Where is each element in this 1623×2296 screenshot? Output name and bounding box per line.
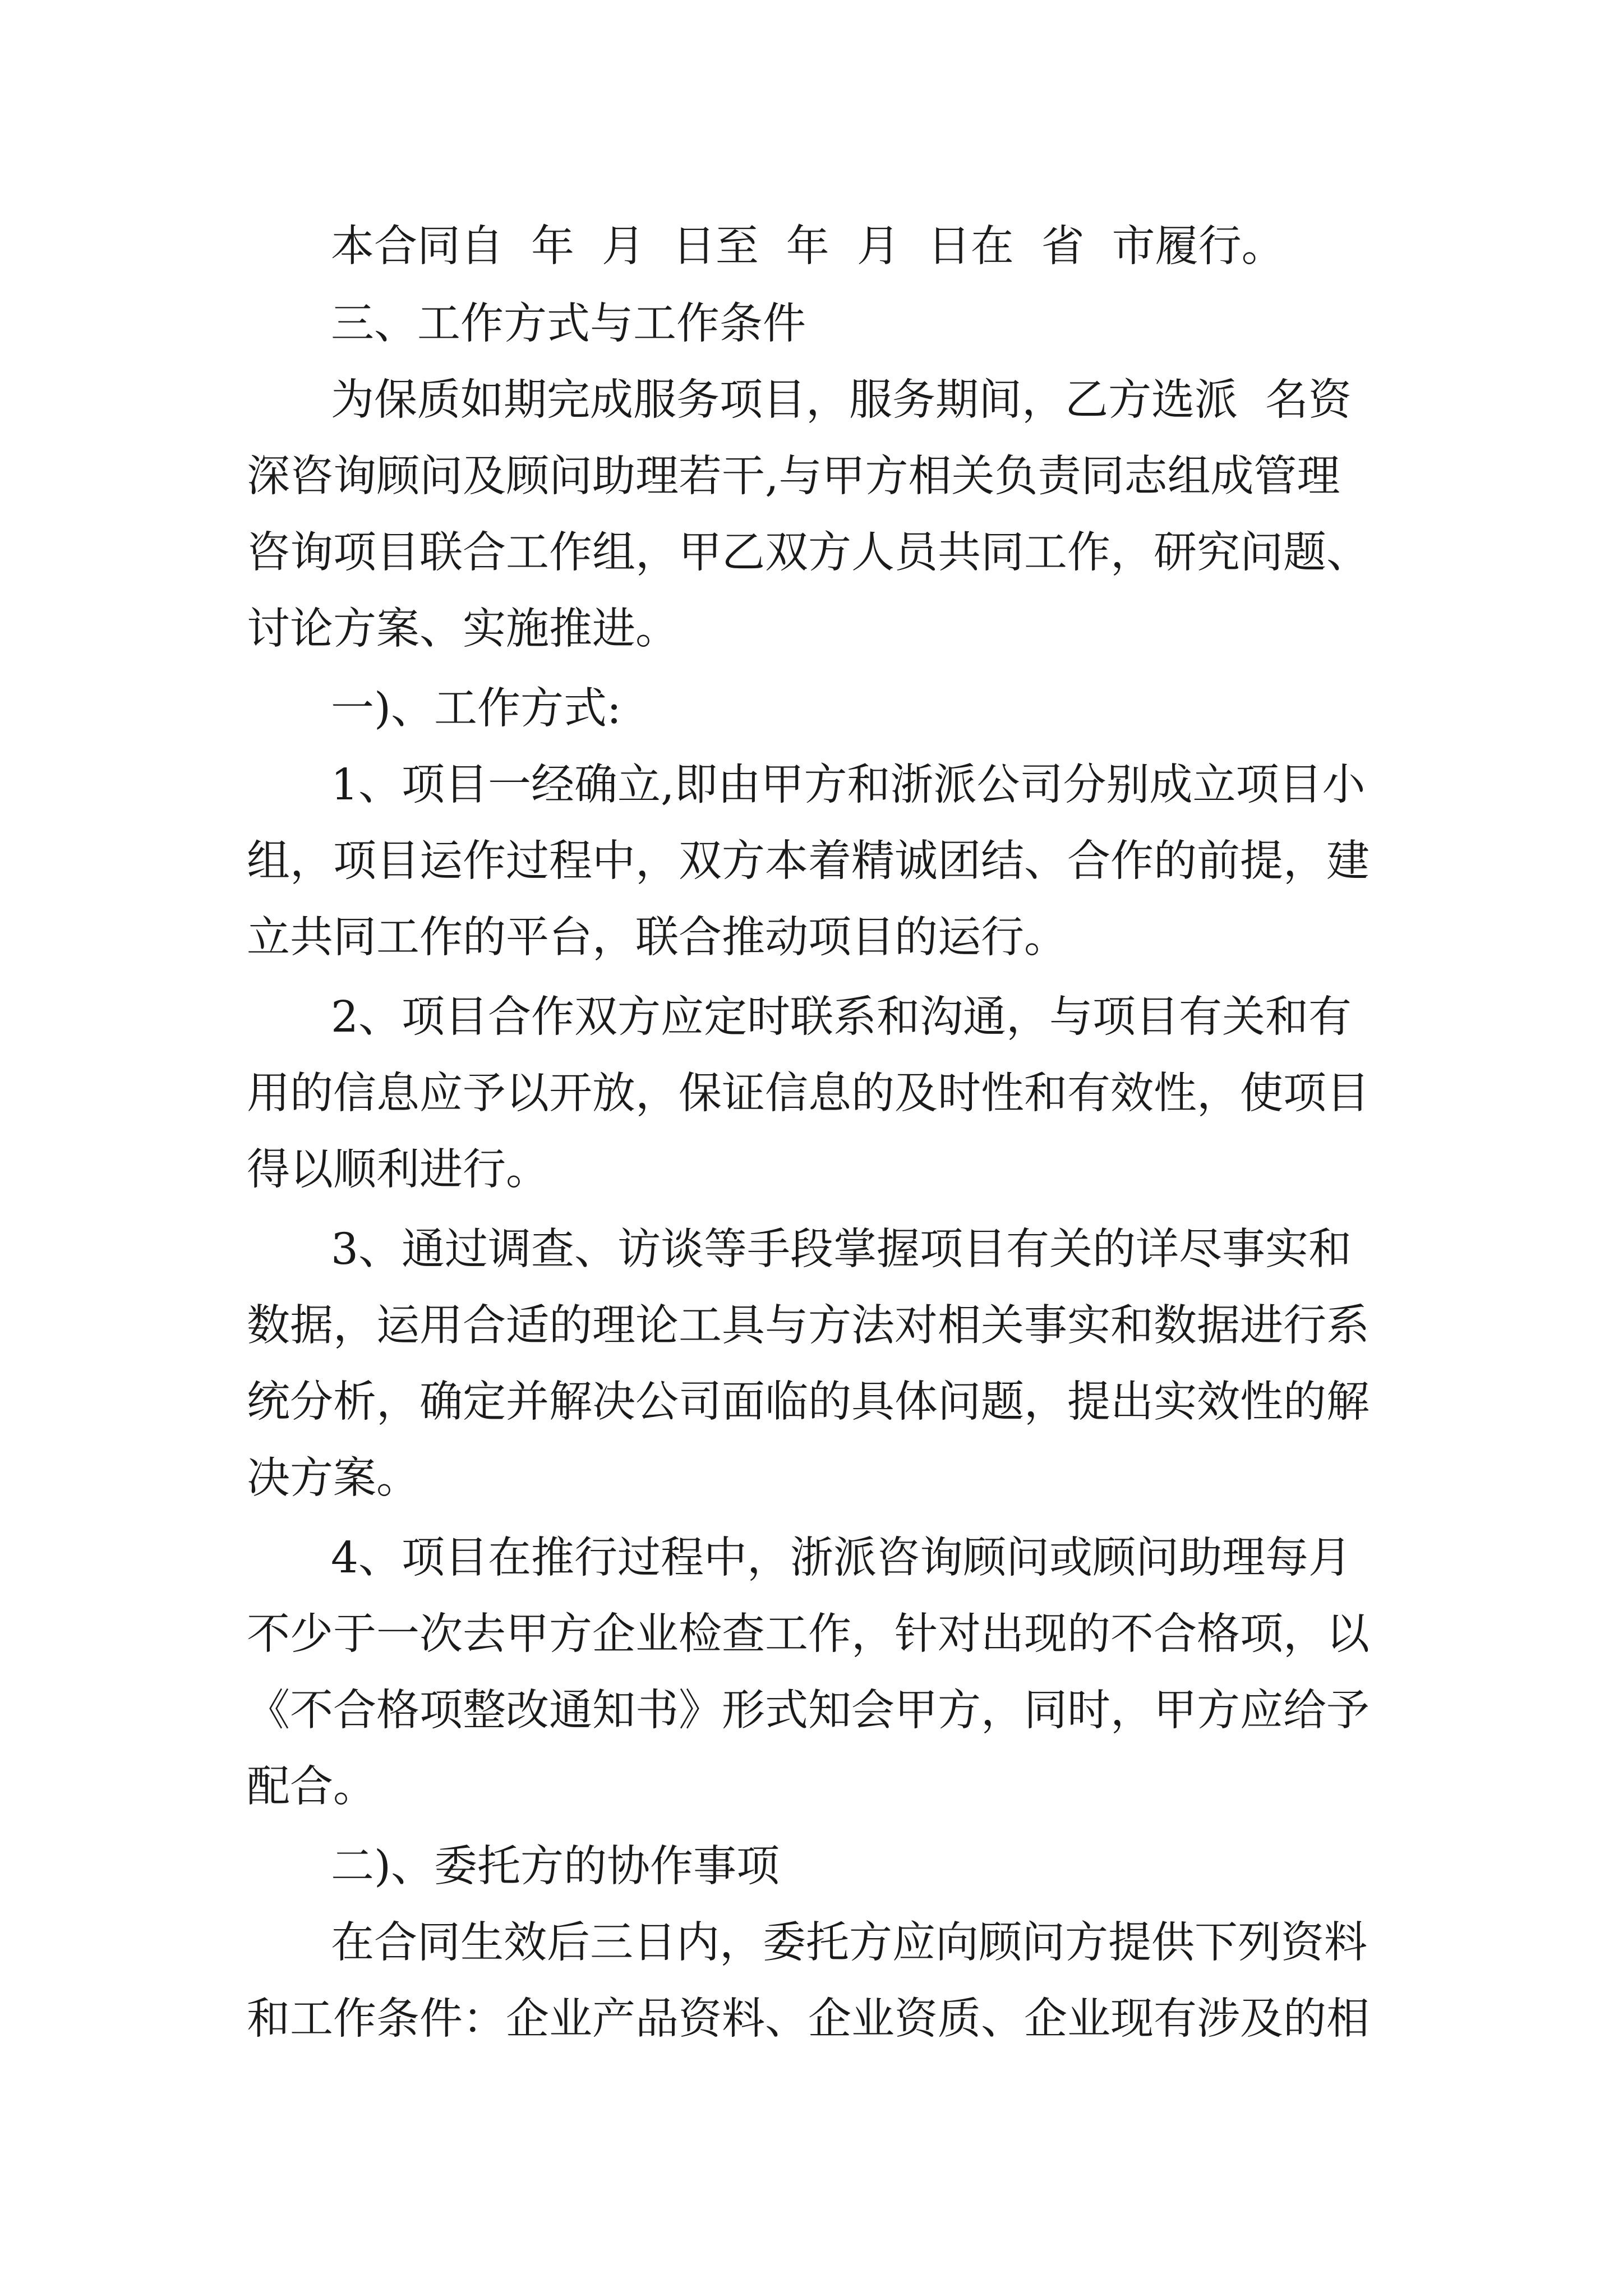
text-line-performance-period: 本合同自 年 月 日至 年 月 日在 省 市履行。	[331, 222, 1285, 272]
text-line: 《不合格项整改通知书》形式知会甲方，同时，甲方应给予	[247, 1686, 1370, 1736]
subheading-work-method: 一)、工作方式:	[331, 684, 621, 734]
text-line: 1、项目一经确立,即由甲方和浙派公司分别成立项目小	[331, 760, 1366, 810]
text-line: 不少于一次去甲方企业检查工作，针对出现的不合格项，以	[247, 1609, 1370, 1659]
text-line: 数据，运用合适的理论工具与方法对相关事实和数据进行系	[247, 1301, 1370, 1351]
text-line: 在合同生效后三日内，委托方应向顾问方提供下列资料	[331, 1918, 1367, 1968]
text-line: 3、通过调查、访谈等手段掌握项目有关的详尽事实和	[331, 1225, 1352, 1274]
text-line: 决方案。	[247, 1453, 419, 1503]
text-line: 4、项目在推行过程中，浙派咨询顾问或顾问助理每月	[331, 1533, 1352, 1583]
text-line: 为保质如期完成服务项目，服务期间，乙方选派 名资	[331, 375, 1352, 425]
text-line: 用的信息应予以开放，保证信息的及时性和有效性，使项目	[247, 1069, 1370, 1119]
text-line: 得以顺利进行。	[247, 1145, 549, 1195]
text-line: 统分析，确定并解决公司面临的具体问题，提出实效性的解	[247, 1377, 1370, 1427]
text-line: 组，项目运作过程中，双方本着精诚团结、合作的前提，建	[247, 836, 1370, 886]
text-line: 咨询项目联合工作组，甲乙双方人员共同工作，研究问题、	[247, 528, 1370, 578]
text-line: 深咨询顾问及顾问助理若干,与甲方相关负责同志组成管理	[247, 452, 1340, 501]
text-line: 立共同工作的平台，联合推动项目的运行。	[247, 913, 1067, 963]
text-line: 和工作条件：企业产品资料、企业资质、企业现有涉及的相	[247, 1994, 1370, 2044]
text-line: 配合。	[247, 1762, 376, 1812]
subheading-client-cooperation: 二)、委托方的协作事项	[331, 1842, 780, 1892]
section-heading-work-method-conditions: 三、工作方式与工作条件	[331, 299, 806, 349]
text-line: 2、项目合作双方应定时联系和沟通，与项目有关和有	[331, 992, 1352, 1042]
text-line: 讨论方案、实施推进。	[247, 604, 679, 654]
